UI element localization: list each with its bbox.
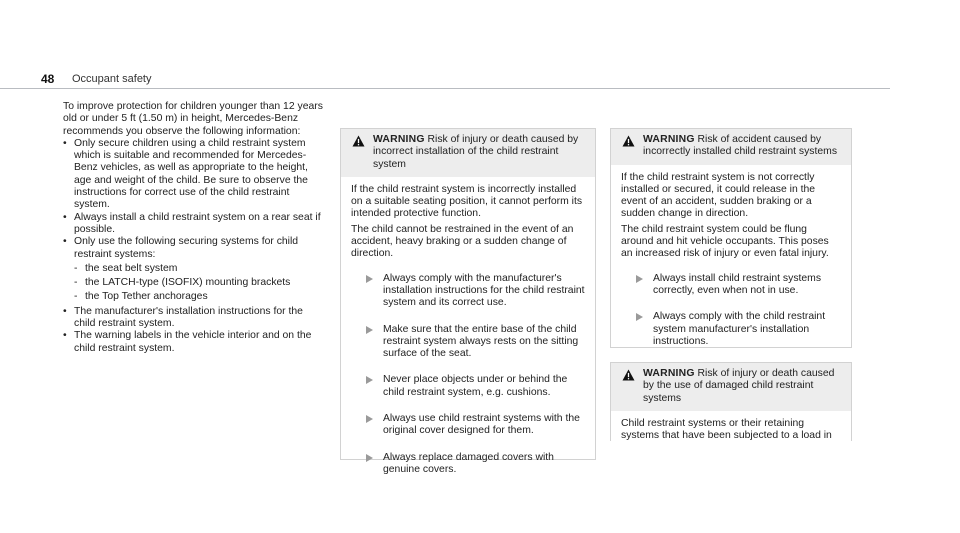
instruction-list	[621, 273, 841, 348]
list-item: • Only secure children using a child restraint system which is suitable and recommended for Mercedes-Benz vehicles, as well as appropriate to the height, age and weight of the child. Be sure to observe the instructions for correct use of the child restraint system.	[63, 138, 325, 212]
warning-triangle-icon	[352, 135, 365, 147]
instruction-step: Always comply with the manufacturer's installation instructions for the child restraint system and its correct use.	[351, 273, 585, 310]
section-title: Occupant safety	[72, 73, 152, 85]
intro-bullet-list	[63, 138, 325, 355]
warning-label: WARNING	[643, 134, 695, 145]
list-item: • Only use the following securing systems for child restraint systems: - the seat belt system - the LATCH-type (ISOFIX) mounting brackets - the Top Tether anchorages	[63, 236, 325, 303]
warning-title: Risk of injury or death caused by incorrect installation of the child restraint system	[373, 134, 579, 170]
warning-triangle-icon	[622, 369, 635, 381]
warning-paragraph: Child restraint systems or their retaining systems that have been subjected to a load in	[621, 417, 832, 441]
warning-title: Risk of accident caused by incorrectly installed child restraint systems	[643, 134, 838, 158]
instruction-step: Always install child restraint systems correctly, even when not in use.	[621, 273, 841, 298]
securing-systems-list	[74, 263, 325, 304]
page-number: 48	[41, 72, 55, 86]
instruction-step: Always use child restraint systems with the original cover designed for them.	[351, 413, 585, 438]
warning-paragraph: The child restraint system could be flung around and hit vehicle occupants. This poses an increased risk of injury or even fatal injury.	[621, 223, 829, 260]
instruction-step: Always comply with the child restraint system manufacturer's installation instructions.	[621, 311, 841, 348]
warning-header	[611, 363, 851, 411]
warning-paragraph: If the child restraint system is incorrectly installed on a suitable seating position, it cannot perform its intended protective function.	[351, 183, 583, 220]
warning-header	[611, 129, 851, 165]
list-item: • The manufacturer's installation instructions for the child restraint system.	[63, 306, 325, 331]
sub-list-item: - the Top Tether anchorages	[74, 291, 325, 303]
intro-paragraph: To improve protection for children younger than 12 years old or under 5 ft (1.50 m) in height, Mercedes-Benz recommends you observe the following information:	[63, 101, 323, 137]
page-header	[0, 0, 960, 90]
warning-paragraph: The child cannot be restrained in the event of an accident, heavy braking or a sudden change of direction.	[351, 223, 574, 260]
warning-box-damaged	[610, 362, 852, 441]
warning-triangle-icon	[622, 135, 635, 147]
warning-body	[611, 411, 851, 441]
warning-header	[341, 129, 595, 177]
instruction-step: Never place objects under or behind the child restraint system, e.g. cushions.	[351, 374, 585, 399]
warning-body	[341, 177, 595, 496]
list-item: • The warning labels in the vehicle interior and on the child restraint system.	[63, 330, 325, 355]
instruction-step: Always replace damaged covers with genuine covers.	[351, 452, 585, 477]
warning-title: Risk of injury or death caused by the use of damaged child restraint systems	[643, 368, 835, 404]
warning-label: WARNING	[373, 134, 425, 145]
warning-box-accident	[610, 128, 852, 348]
sub-list-item: - the LATCH-type (ISOFIX) mounting brackets	[74, 277, 325, 289]
warning-box-installation	[340, 128, 596, 475]
list-item: • Always install a child restraint system on a rear seat if possible.	[63, 212, 325, 237]
warning-body	[611, 165, 851, 369]
warning-paragraph: If the child restraint system is not correctly installed or secured, it could release in the event of an accident, sudden braking or a sudden change in direction.	[621, 171, 816, 220]
header-rule	[0, 88, 890, 89]
instruction-step: Make sure that the entire base of the child restraint system always rests on the sitting surface of the seat.	[351, 324, 585, 361]
instruction-list	[351, 273, 585, 477]
warning-label: WARNING	[643, 368, 695, 379]
intro-column	[63, 101, 325, 355]
sub-list-item: - the seat belt system	[74, 263, 325, 275]
